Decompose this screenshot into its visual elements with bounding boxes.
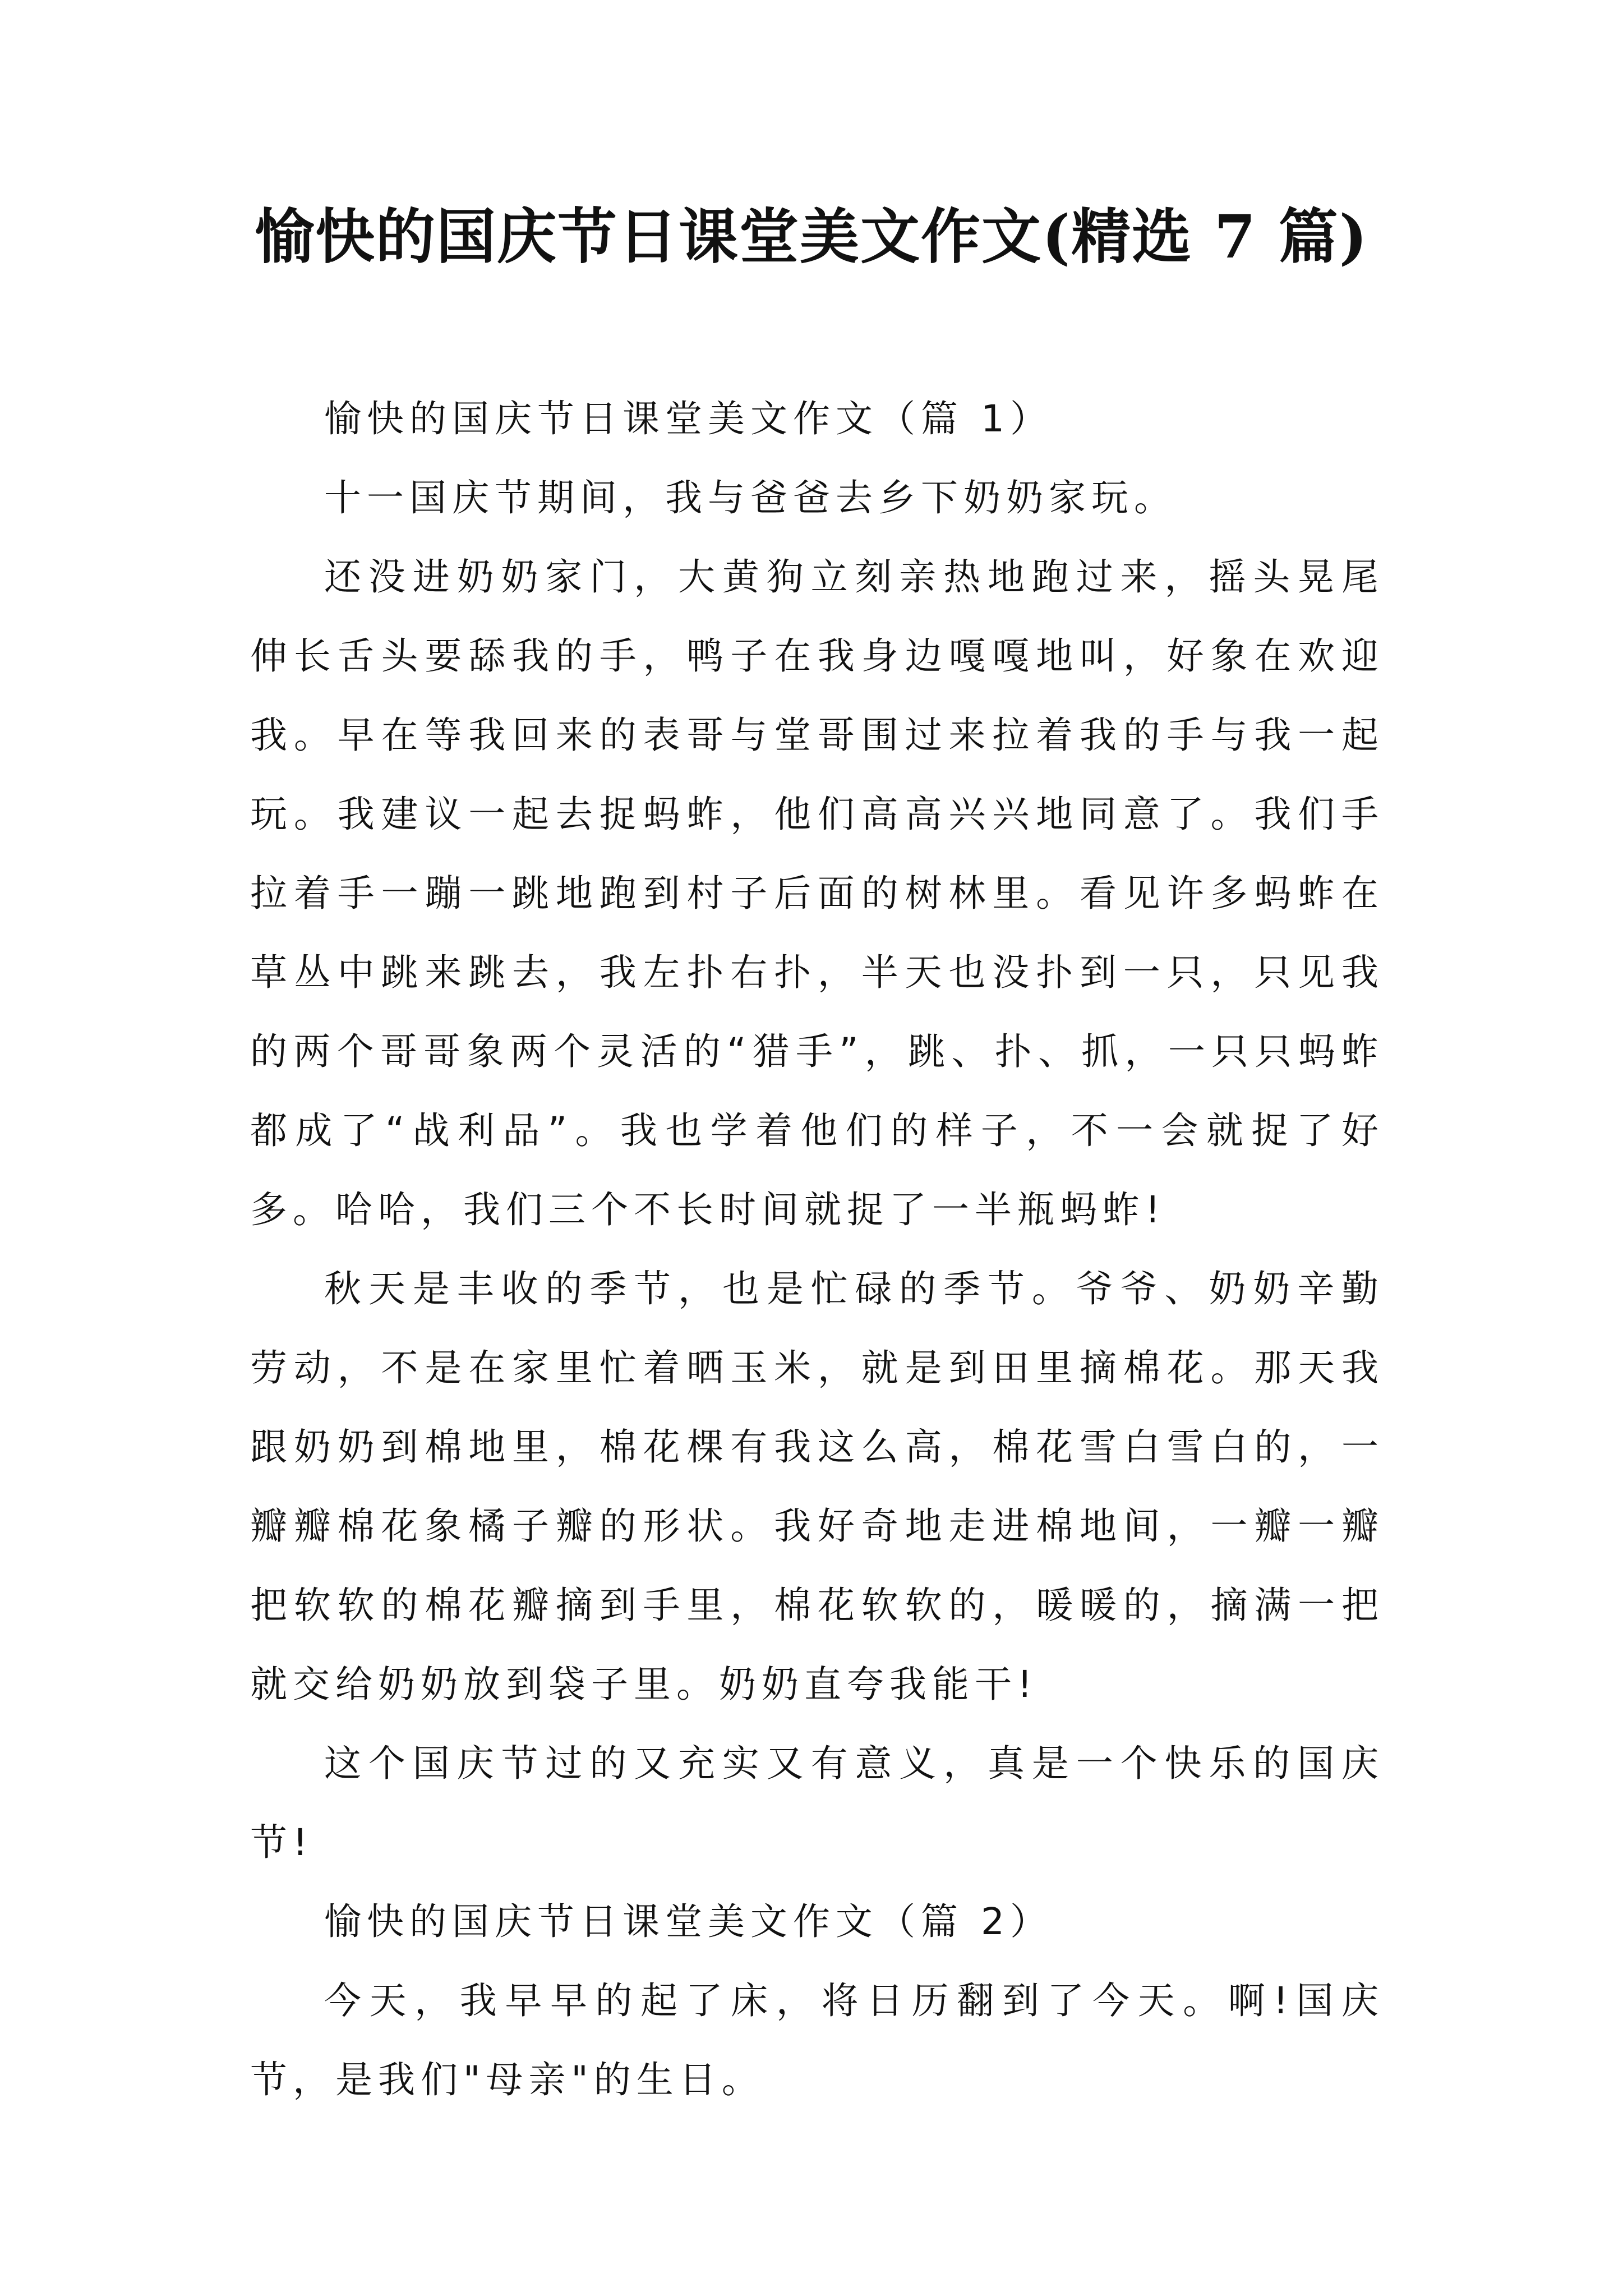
paragraph: 秋天是丰收的季节，也是忙碌的季节。爷爷、奶奶辛勤劳动，不是在家里忙着晒玉米，就是到田里摘棉花。那天我跟奶奶到棉地里，棉花棵有我这么高，棉花雪白雪白的，一瓣瓣棉花象橘子瓣的形状。我好奇地走进棉地间，一瓣一瓣把软软的棉花瓣摘到手里，棉花软软的，暖暖的，摘满一把就交给奶奶放到袋子里。奶奶直夸我能干! bbox=[250, 1267, 1384, 1706]
section-heading-2: 愉快的国庆节日课堂美文作文（篇 2） bbox=[324, 1900, 1053, 1943]
section-heading-1: 愉快的国庆节日课堂美文作文（篇 1） bbox=[324, 397, 1053, 440]
paragraph: 这个国庆节过的又充实又有意义，真是一个快乐的国庆节! bbox=[250, 1742, 1384, 1864]
paragraph: 十一国庆节期间，我与爸爸去乡下奶奶家玩。 bbox=[324, 476, 1177, 519]
paragraph: 今天，我早早的起了床，将日历翻到了今天。啊!国庆节，是我们"母亲"的生日。 bbox=[250, 1979, 1384, 2101]
paragraph: 还没进奶奶家门，大黄狗立刻亲热地跑过来，摇头晃尾伸长舌头要舔我的手，鸭子在我身边嘎嘎地叫，好象在欢迎我。早在等我回来的表哥与堂哥围过来拉着我的手与我一起玩。我建议一起去捉蚂蚱，他们高高兴兴地同意了。我们手拉着手一蹦一跳地跑到村子后面的树林里。看见许多蚂蚱在草丛中跳来跳去，我左扑右扑，半天也没扑到一只，只见我的两个哥哥象两个灵活的“猎手”，跳、扑、抓，一只只蚂蚱都成了“战利品”。我也学着他们的样子，不一会就捉了好多。哈哈，我们三个不长时间就捉了一半瓶蚂蚱! bbox=[250, 555, 1384, 1231]
document-title: 愉快的国庆节日课堂美文作文(精选 7 篇) bbox=[255, 201, 1368, 272]
document-body bbox=[250, 379, 1384, 2119]
